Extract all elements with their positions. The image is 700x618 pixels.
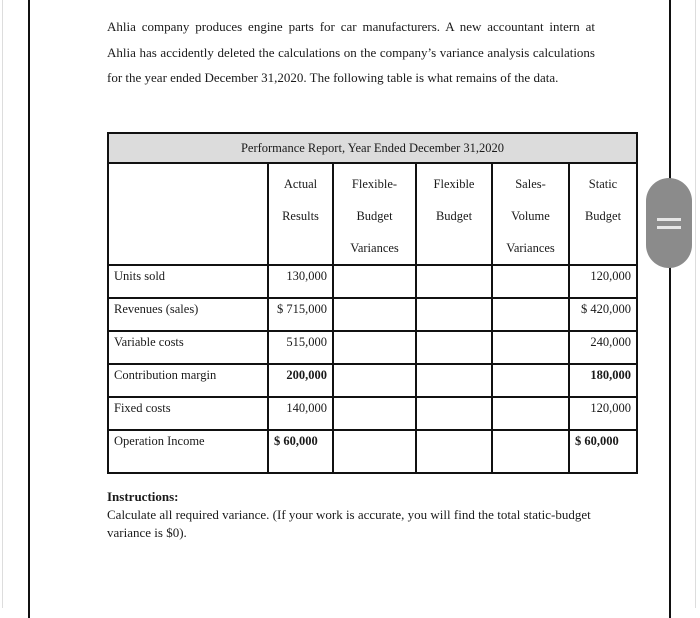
header-flexible-budget-variances: Flexible- Budget Variances bbox=[333, 163, 416, 265]
actual-value: $ 60,000 bbox=[268, 430, 333, 473]
empty-cell bbox=[492, 364, 569, 397]
table-row bbox=[108, 265, 637, 298]
row-label: Units sold bbox=[108, 265, 268, 298]
empty-cell bbox=[333, 265, 416, 298]
actual-value: 140,000 bbox=[268, 397, 333, 430]
empty-cell bbox=[492, 298, 569, 331]
static-value: $ 60,000 bbox=[569, 430, 637, 473]
empty-cell bbox=[492, 265, 569, 298]
row-label: Operation Income bbox=[108, 430, 268, 473]
row-label: Variable costs bbox=[108, 331, 268, 364]
grip-line-icon bbox=[657, 218, 681, 221]
row-label: Contribution margin bbox=[108, 364, 268, 397]
empty-cell bbox=[416, 397, 492, 430]
instructions-heading: Instructions: bbox=[107, 489, 179, 504]
instructions-text: Calculate all required variance. (If your work is accurate, you will find the total static-budget variance is $0). bbox=[107, 507, 591, 540]
empty-cell bbox=[492, 331, 569, 364]
table-row bbox=[108, 430, 637, 473]
header-flexible-budget: Flexible Budget bbox=[416, 163, 492, 265]
empty-cell bbox=[416, 430, 492, 473]
actual-value: 130,000 bbox=[268, 265, 333, 298]
performance-report-table bbox=[107, 132, 638, 474]
row-label: Fixed costs bbox=[108, 397, 268, 430]
empty-cell bbox=[416, 265, 492, 298]
actual-value: 200,000 bbox=[268, 364, 333, 397]
table-title: Performance Report, Year Ended December 31,2020 bbox=[108, 133, 637, 163]
static-value: $ 420,000 bbox=[569, 298, 637, 331]
table-row bbox=[108, 331, 637, 364]
empty-cell bbox=[492, 430, 569, 473]
column-headers bbox=[108, 163, 637, 265]
empty-cell bbox=[333, 397, 416, 430]
static-value: 240,000 bbox=[569, 331, 637, 364]
actual-value: $ 715,000 bbox=[268, 298, 333, 331]
static-value: 120,000 bbox=[569, 397, 637, 430]
empty-cell bbox=[333, 331, 416, 364]
instructions bbox=[107, 488, 607, 542]
viewer-edge-left bbox=[2, 0, 3, 608]
header-sales-volume-variances: Sales- Volume Variances bbox=[492, 163, 569, 265]
empty-cell bbox=[416, 331, 492, 364]
empty-cell bbox=[416, 298, 492, 331]
empty-cell bbox=[492, 397, 569, 430]
empty-cell bbox=[416, 364, 492, 397]
static-value: 180,000 bbox=[569, 364, 637, 397]
empty-cell bbox=[333, 364, 416, 397]
header-static-budget: Static Budget bbox=[569, 163, 637, 265]
viewer-edge-right bbox=[695, 0, 696, 608]
actual-value: 515,000 bbox=[268, 331, 333, 364]
intro-paragraph: Ahlia company produces engine parts for car manufacturers. A new accountant intern at Ahlia has accidently deleted the calculations on the company’s variance analysis calculations for the year ended December 31,2020. The following table is what remains of the data. bbox=[107, 19, 595, 85]
static-value: 120,000 bbox=[569, 265, 637, 298]
grip-line-icon bbox=[657, 226, 681, 229]
table-row bbox=[108, 298, 637, 331]
drag-handle[interactable] bbox=[646, 178, 692, 268]
table-row bbox=[108, 397, 637, 430]
empty-cell bbox=[333, 298, 416, 331]
row-label: Revenues (sales) bbox=[108, 298, 268, 331]
header-blank bbox=[108, 163, 268, 265]
header-actual: Actual Results bbox=[268, 163, 333, 265]
table-row bbox=[108, 364, 637, 397]
empty-cell bbox=[333, 430, 416, 473]
